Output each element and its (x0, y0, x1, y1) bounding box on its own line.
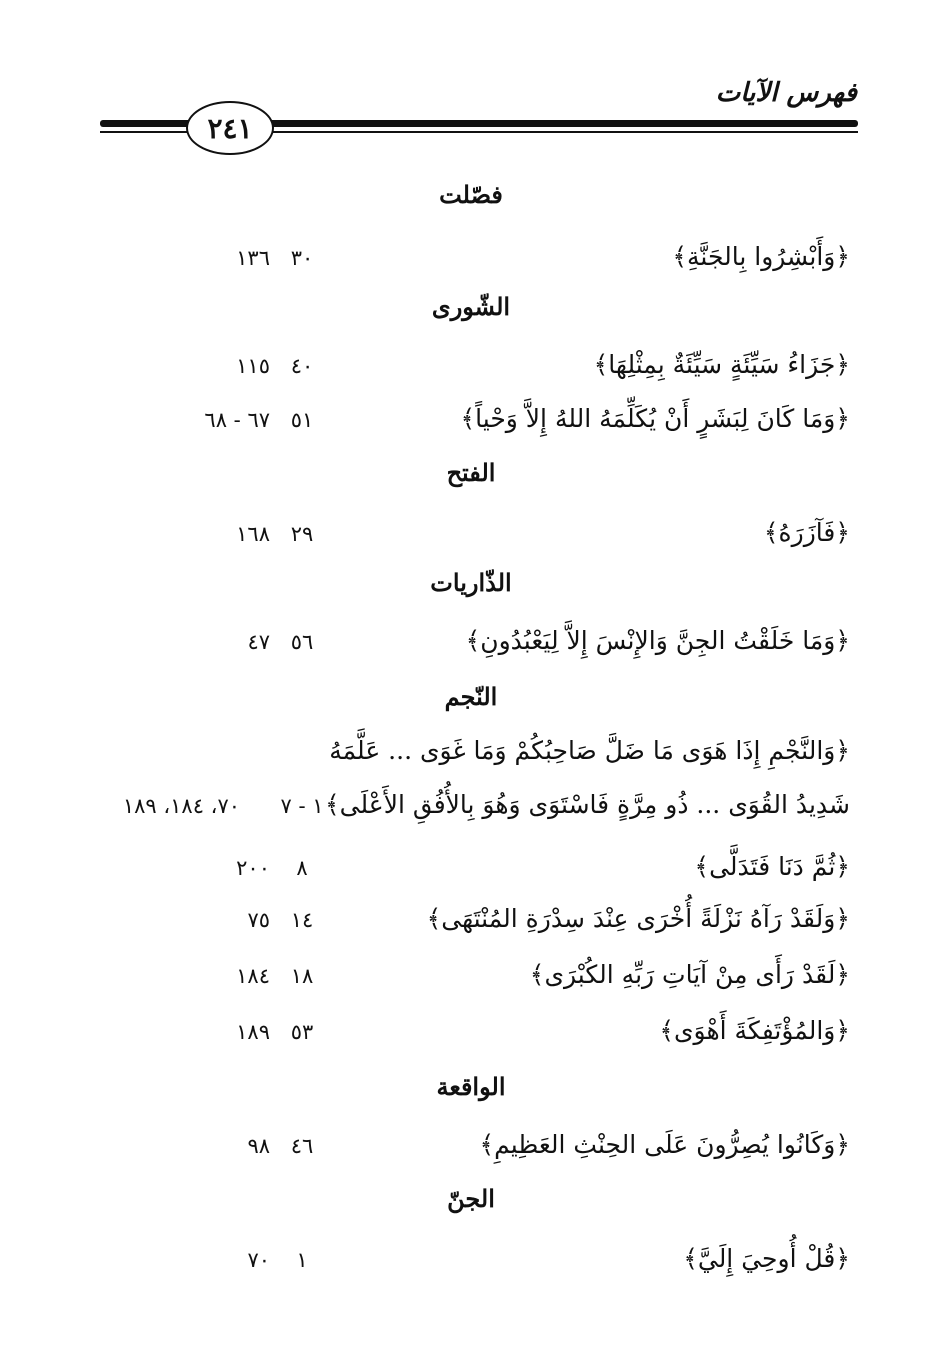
page-reference: ١٦٨ (236, 522, 270, 546)
index-entry (0, 904, 942, 944)
ayah-text: ﴿وَكَانُوا يُصِرُّونَ عَلَى الحِنْثِ العَظِيمِ﴾ (479, 1130, 850, 1159)
page-reference: ١٨٤ (236, 964, 270, 988)
index-entry (0, 626, 942, 666)
index-entry (0, 960, 942, 1000)
page-number-oval (186, 101, 274, 155)
ayah-number: ١٤ (290, 908, 314, 932)
ayah-number: ١ - ٧ (280, 794, 324, 818)
index-entry (0, 404, 942, 444)
index-entry (0, 1016, 942, 1056)
page-reference: ١١٥ (236, 354, 270, 378)
page-reference: ٧٥ (247, 908, 270, 932)
ayah-text-line-1: ﴿وَالنَّجْمِ إِذَا هَوَى مَا ضَلَّ صَاحِبُكُمْ وَمَا غَوَى ... عَلَّمَهُ (329, 736, 850, 765)
ayah-text: ﴿وَمَا خَلَقْتُ الجِنَّ وَالإِنْسَ إِلاَّ لِيَعْبُدُونِ﴾ (465, 626, 850, 655)
page-reference: ٢٠٠ (236, 856, 270, 880)
ayah-text: ﴿وَأَبْشِرُوا بِالجَنَّةِ﴾ (672, 242, 850, 271)
ayah-number: ٥٦ (290, 630, 314, 654)
surah-heading: الواقعة (436, 1072, 506, 1101)
ayah-number: ٢٩ (290, 522, 314, 546)
index-entry-multiline (0, 736, 942, 776)
ayah-text-line-2: شَدِيدُ القُوَى ... ذُو مِرَّةٍ فَاسْتَوَى وَهُوَ بِالأُفُقِ الأَعْلَى﴾ (325, 790, 850, 819)
ayah-number: ٤٦ (290, 1134, 314, 1158)
page-reference: ٧٠، ١٨٤، ١٨٩ (122, 794, 240, 818)
ayah-text: ﴿فَآزَرَهُ﴾ (763, 518, 850, 547)
index-entry-continuation (0, 790, 942, 830)
page-number: ٢٤١ (207, 111, 253, 145)
ayah-number: ٤٠ (290, 354, 314, 378)
page-reference: ٧٠ (247, 1248, 270, 1272)
ayah-text: ﴿جَزَاءُ سَيِّئَةٍ سَيِّئَةٌ بِمِثْلِهَا﴾ (593, 350, 850, 379)
surah-heading: الجنّ (447, 1184, 495, 1213)
ayah-text: ﴿وَمَا كَانَ لِبَشَرٍ أَنْ يُكَلِّمَهُ اللهُ إِلاَّ وَحْياً﴾ (460, 404, 850, 433)
index-entry (0, 518, 942, 558)
page-reference: ٤٧ (247, 630, 270, 654)
page-reference: ١٣٦ (236, 246, 270, 270)
ayah-number: ٥١ (290, 408, 314, 432)
index-entry (0, 350, 942, 390)
ayah-number: ١٨ (290, 964, 314, 988)
ayah-number: ٥٣ (290, 1020, 314, 1044)
ayah-text: ﴿وَالمُؤْتَفِكَةَ أَهْوَى﴾ (659, 1016, 850, 1045)
surah-heading: الشّورى (431, 292, 511, 321)
surah-heading: فصّلت (439, 180, 503, 209)
page-reference: ٩٨ (247, 1134, 270, 1158)
surah-heading: النّجم (444, 682, 498, 711)
index-entry (0, 1130, 942, 1170)
ayah-text: ﴿لَقَدْ رَأَى مِنْ آيَاتِ رَبِّهِ الكُبْرَى﴾ (529, 960, 850, 989)
page-reference: ٦٧ - ٦٨ (204, 408, 270, 432)
ayah-number: ٨ (296, 856, 308, 880)
running-title: فهرس الآيات (715, 78, 857, 108)
ayah-number: ١ (296, 1248, 308, 1272)
index-entry (0, 1244, 942, 1284)
index-entry (0, 242, 942, 282)
ayah-number: ٣٠ (290, 246, 314, 270)
surah-heading: الذّاريات (430, 568, 512, 597)
ayah-text: ﴿ثُمَّ دَنَا فَتَدَلَّى﴾ (694, 852, 850, 881)
page-reference: ١٨٩ (236, 1020, 270, 1044)
surah-heading: الفتح (446, 458, 496, 487)
ayah-text: ﴿وَلَقَدْ رَآهُ نَزْلَةً أُخْرَى عِنْدَ سِدْرَةِ المُنْتَهَى﴾ (426, 904, 850, 933)
ayah-text: ﴿قُلْ أُوحِيَ إِلَيَّ﴾ (683, 1244, 850, 1273)
index-entry (0, 852, 942, 892)
